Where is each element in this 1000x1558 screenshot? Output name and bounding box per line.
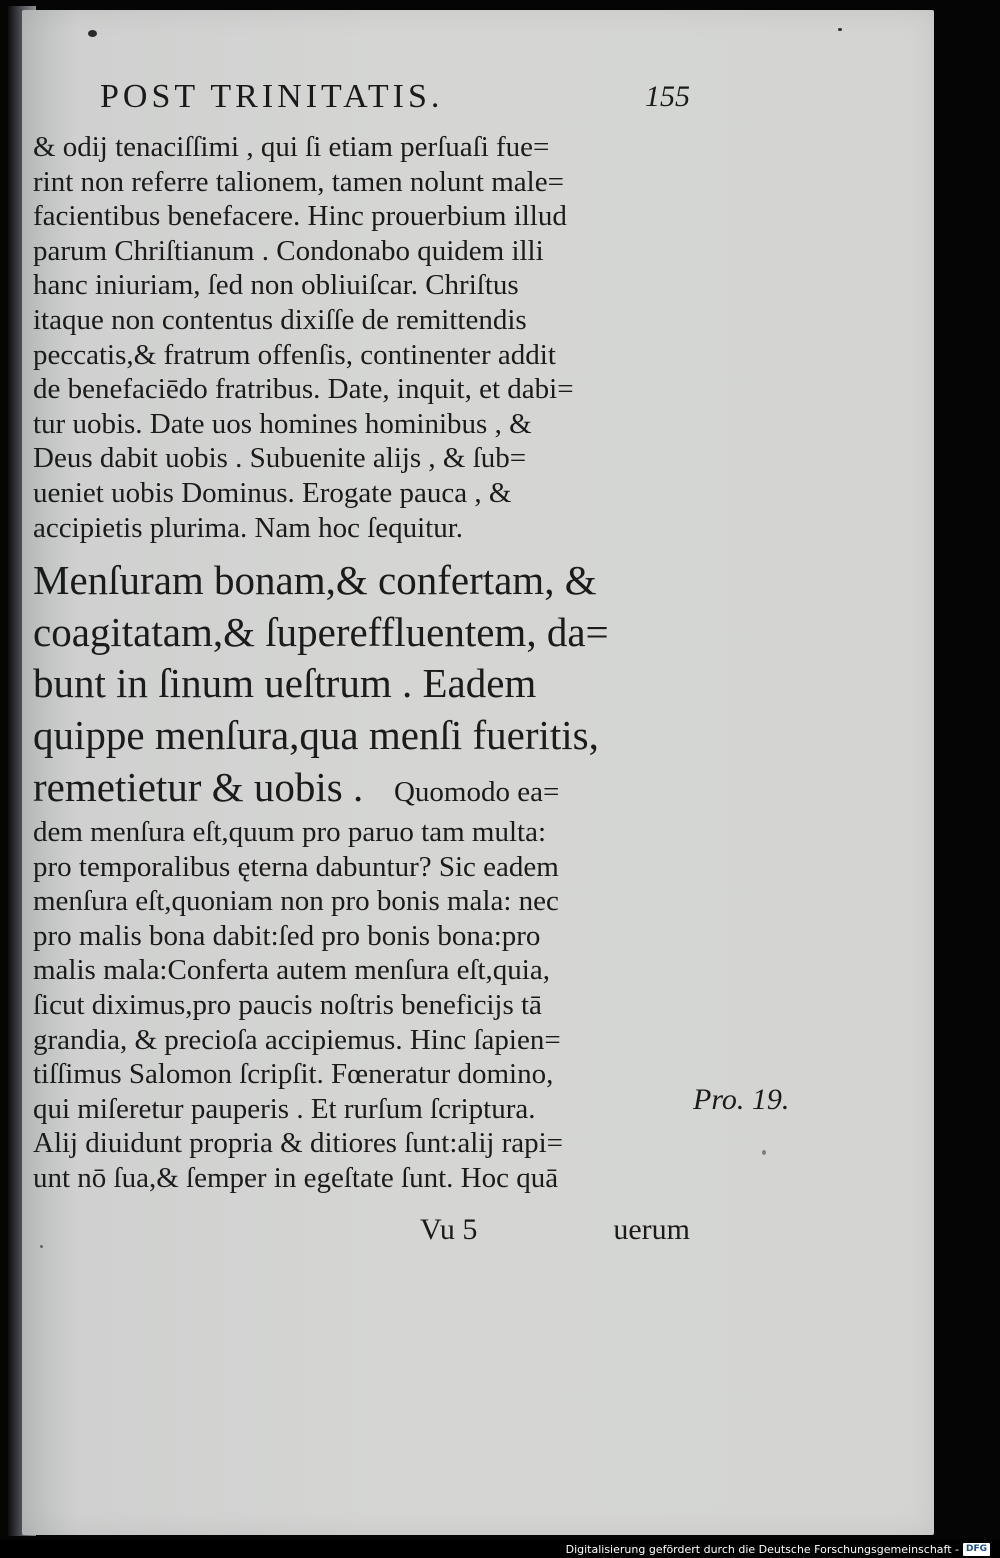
credit-text: Digitalisierung gefördert durch die Deutsche Forschungsgemeinschaft - bbox=[565, 1542, 959, 1556]
ink-speck bbox=[40, 1245, 43, 1248]
commentary-start: Quomodo ea= bbox=[393, 775, 560, 808]
text-line: de benefaciēdo fratribus. Date, inquit, et dabi= bbox=[33, 373, 574, 406]
text-line: Alĳ diuidunt propria & ditiores ſunt:alĳ rapi= bbox=[33, 1127, 564, 1160]
text-line: qui miſeretur pauperis . Et rurſum ſcriptura. bbox=[33, 1092, 536, 1125]
scripture-line-end: remetietur & uobis . bbox=[33, 763, 364, 810]
text-line: Deus dabit uobis . Subuenite alĳs , & ſub= bbox=[33, 442, 527, 475]
text-line: & odĳ tenaciſſimi , qui ſi etiam perſuaſi fue= bbox=[33, 131, 550, 163]
scripture-quote bbox=[33, 555, 693, 813]
commentary-bottom bbox=[33, 815, 693, 1196]
digitization-credit bbox=[566, 1541, 990, 1557]
ink-speck bbox=[88, 30, 97, 37]
scripture-line: quippe menſura,qua menſi fueritis, bbox=[33, 711, 599, 758]
text-line: peccatis,& fratrum offenſis, continenter addit bbox=[33, 338, 556, 371]
text-line: itaque non contentus dixiſſe de remittendis bbox=[33, 303, 527, 336]
commentary-top bbox=[33, 130, 693, 545]
text-line: tiſſimus Salomon ſcripſit. Fœneratur domino, bbox=[33, 1058, 554, 1091]
text-line: pro temporalibus ęterna dabuntur? Sic eadem bbox=[33, 850, 559, 883]
running-head: POST TRINITATIS. bbox=[100, 78, 444, 115]
marginal-note: Pro. 19. bbox=[693, 1083, 790, 1116]
scripture-line-mixed bbox=[33, 762, 693, 814]
text-line: ueniet uobis Dominus. Erogate pauca , & bbox=[33, 476, 512, 509]
text-line: menſura eſt,quoniam non pro bonis mala: nec bbox=[33, 885, 559, 918]
page-number: 155 bbox=[645, 80, 690, 113]
text-line: grandia, & precioſa accipiemus. Hinc ſapien= bbox=[33, 1023, 561, 1056]
text-line: pro malis bona dabit:ſed pro bonis bona:pro bbox=[33, 919, 541, 952]
text-line: malis mala:Conferta autem menſura eſt,quia, bbox=[33, 954, 550, 987]
signature-mark: Vu 5 bbox=[420, 1213, 478, 1246]
scripture-line: bunt in ſinum ueſtrum . Eadem bbox=[33, 660, 537, 707]
main-text bbox=[33, 130, 693, 1196]
dfg-logo: DFG bbox=[963, 1543, 990, 1556]
text-line: parum Chriſtianum . Condonabo quidem illi bbox=[33, 234, 544, 267]
text-line: accipietis plurima. Nam hoc ſequitur. bbox=[33, 511, 464, 544]
scripture-line: Menſuram bonam,& confertam, & bbox=[33, 557, 597, 604]
page-header bbox=[100, 78, 690, 124]
catchword: uerum bbox=[613, 1213, 690, 1246]
text-line: unt nō ſua,& ſemper in egeſtate ſunt. Hoc quā bbox=[33, 1162, 559, 1195]
text-line: facientibus benefacere. Hinc prouerbium illud bbox=[33, 200, 567, 233]
ink-speck bbox=[838, 28, 842, 31]
ink-speck bbox=[762, 1150, 766, 1155]
scripture-line: coagitatam,& ſupereffluentem, da= bbox=[33, 608, 609, 655]
text-line: hanc iniuriam, ſed non obliuiſcar. Chriſtus bbox=[33, 269, 519, 302]
text-line: ſicut diximus,pro paucis noſtris beneficĳs tā bbox=[33, 989, 542, 1022]
catchline bbox=[420, 1213, 690, 1253]
text-line: tur uobis. Date uos homines hominibus , & bbox=[33, 407, 532, 440]
text-line: rint non referre talionem, tamen nolunt male= bbox=[33, 165, 564, 198]
text-line: dem menſura eſt,quum pro paruo tam multa: bbox=[33, 816, 547, 849]
